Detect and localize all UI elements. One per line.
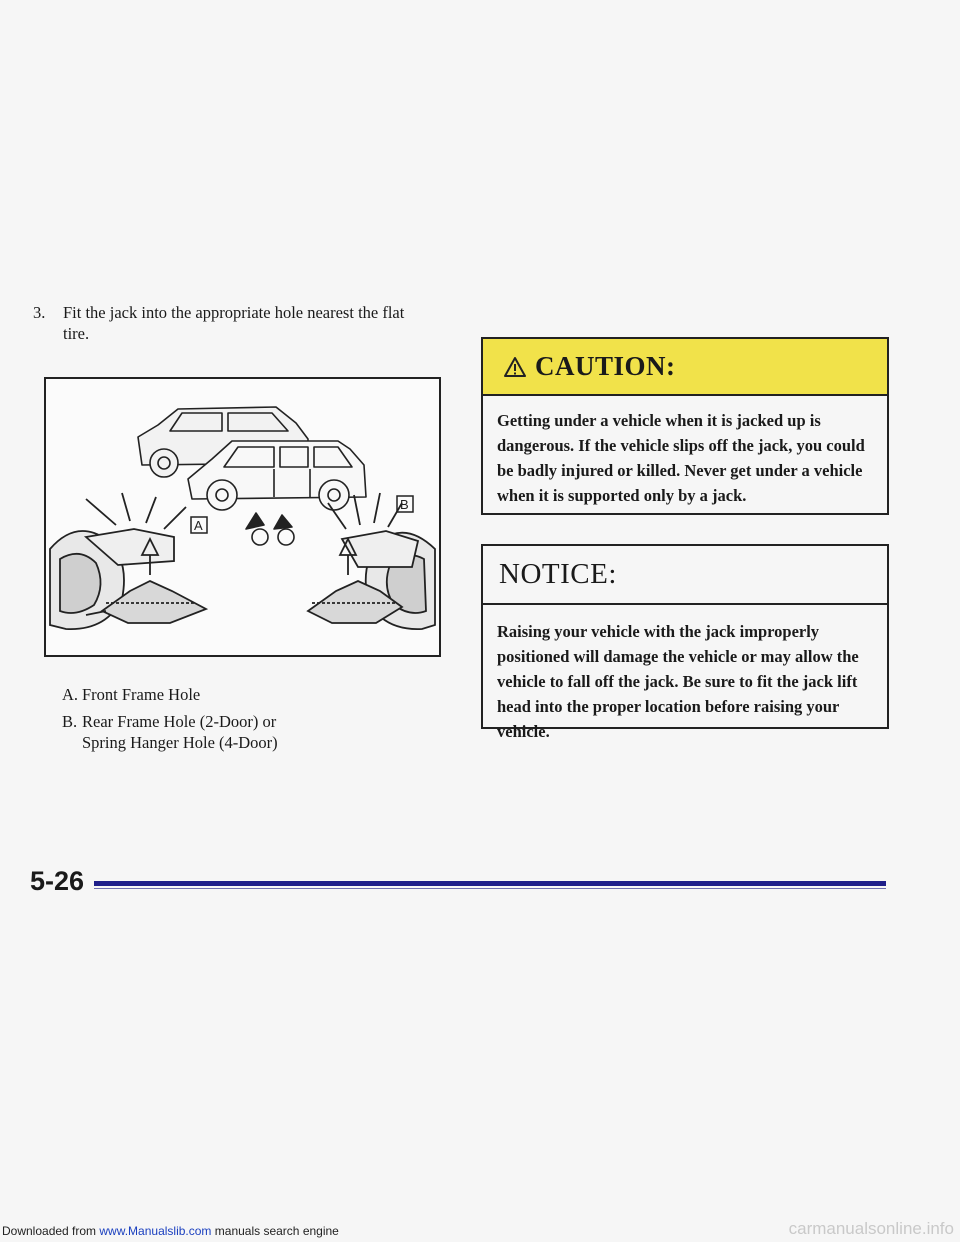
manualslib-link[interactable]: www.Manualslib.com xyxy=(99,1224,212,1238)
footer-rule xyxy=(94,881,886,886)
legend-item-a xyxy=(62,684,442,705)
caution-box xyxy=(481,337,889,515)
download-prefix: Downloaded from xyxy=(2,1224,100,1238)
caution-title: CAUTION: xyxy=(535,351,676,381)
legend-text: Front Frame Hole xyxy=(82,685,201,704)
notice-title: NOTICE: xyxy=(499,558,617,590)
notice-box xyxy=(481,544,889,741)
footer-rule-thin xyxy=(94,888,886,889)
download-notice xyxy=(2,1224,339,1238)
download-suffix: manuals search engine xyxy=(211,1224,339,1238)
caution-header xyxy=(483,339,887,396)
warning-triangle-icon xyxy=(503,356,527,378)
notice-header xyxy=(483,546,887,605)
label-b: B xyxy=(400,497,409,512)
legend-text: Rear Frame Hole (2-Door) or xyxy=(82,712,277,731)
legend-text-continued: Spring Hanger Hole (4-Door) xyxy=(82,733,278,752)
label-a: A xyxy=(194,518,203,533)
step-number: 3. xyxy=(33,303,46,322)
watermark: carmanualsonline.info xyxy=(788,1219,954,1238)
figure-legend xyxy=(62,684,442,759)
step-text: Fit the jack into the appropriate hole nearest the flat tire. xyxy=(63,303,405,343)
page-number: 5-26 xyxy=(30,866,85,896)
jack-placement-illustration xyxy=(44,377,441,657)
caution-text: Getting under a vehicle when it is jacked up is dangerous. If the vehicle slips off the jack, you could be badly injured or killed. Never get under a vehicle when it is supported only by a jack. xyxy=(497,411,865,505)
legend-letter: B. xyxy=(62,712,78,731)
step-instruction xyxy=(33,302,433,344)
notice-text: Raising your vehicle with the jack improperly positioned will damage the vehicle or may allow the vehicle to fall off the jack. Be sure to fit the jack lift head into the proper location before raising your vehicle. xyxy=(497,622,859,741)
legend-item-b xyxy=(62,711,442,753)
legend-letter: A. xyxy=(62,685,79,704)
